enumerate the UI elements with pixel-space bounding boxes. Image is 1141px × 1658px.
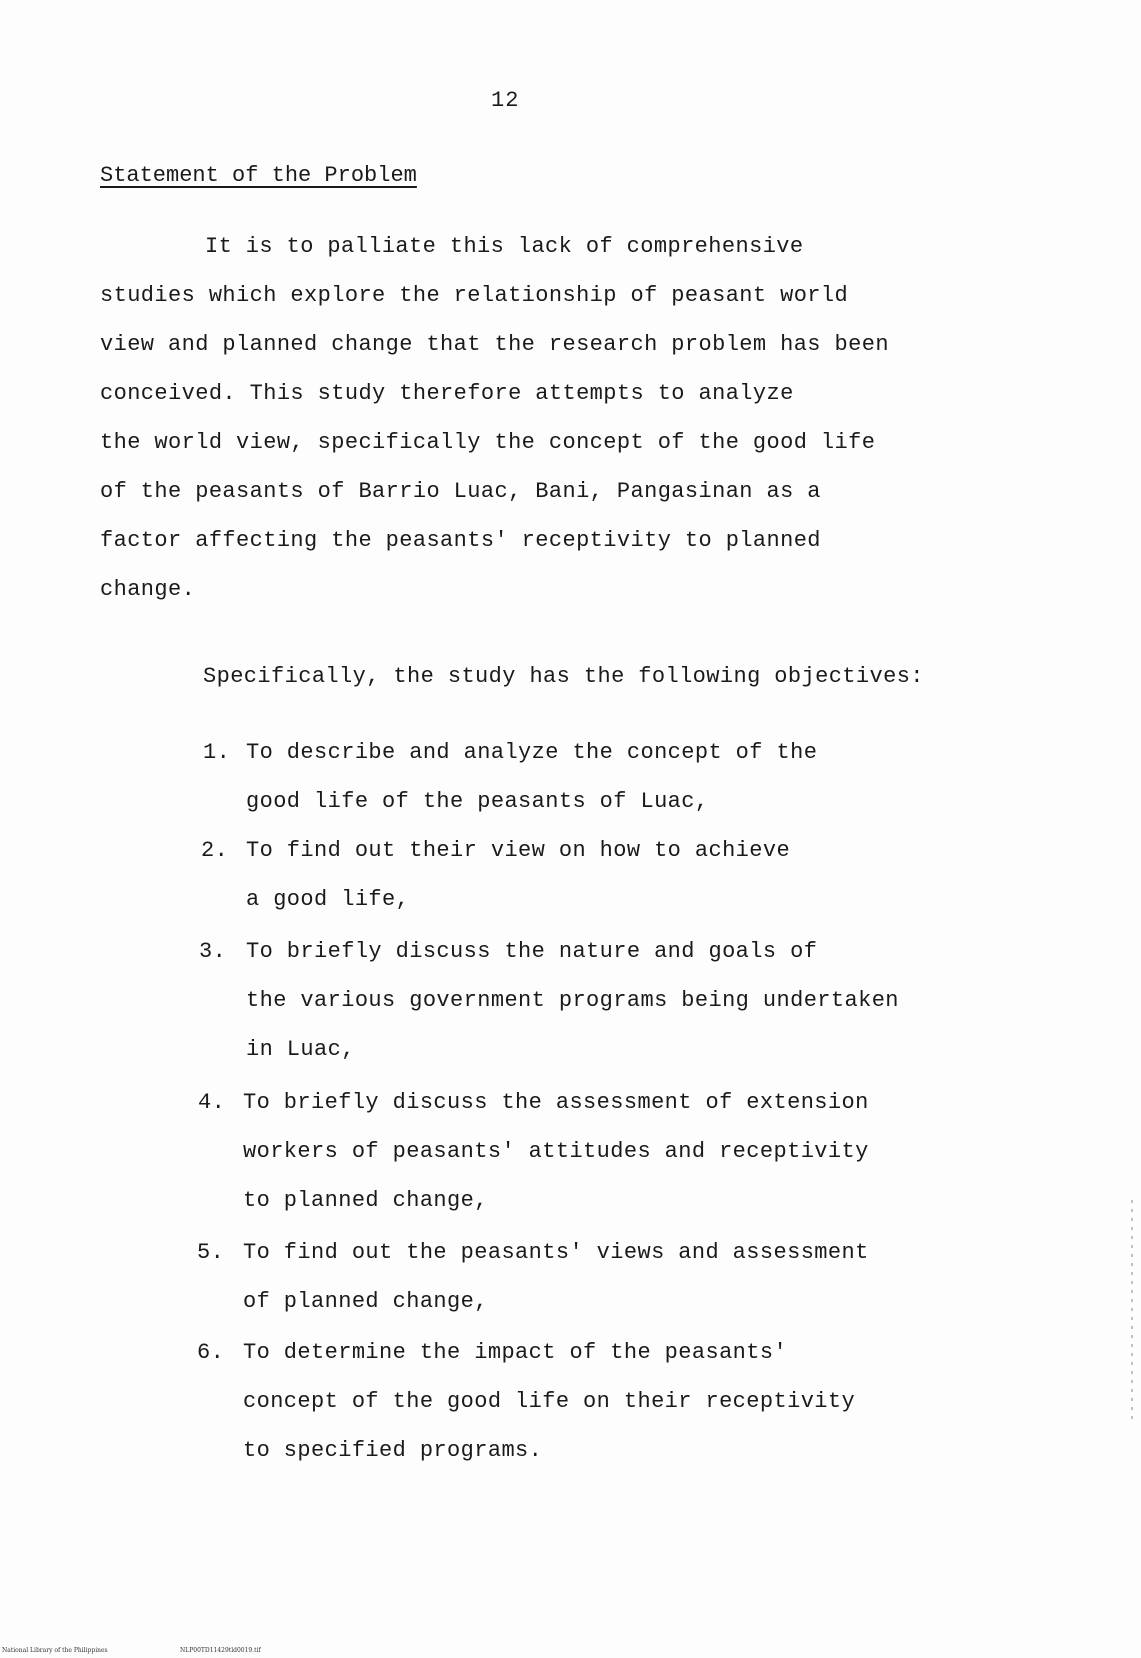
objective-number: 2.	[201, 838, 229, 863]
objective-line: To briefly discuss the nature and goals of	[246, 939, 818, 964]
objective-line: to specified programs.	[243, 1438, 543, 1463]
footer-source: National Library of the Philippines	[2, 1647, 108, 1654]
paragraph-line: It is to palliate this lack of comprehensive	[205, 234, 804, 259]
objective-number: 3.	[199, 939, 227, 964]
objectives-intro: Specifically, the study has the following objectives:	[203, 664, 924, 689]
page-number: 12	[491, 88, 520, 113]
paragraph-line: factor affecting the peasants' receptivity to planned	[100, 528, 821, 553]
section-heading: Statement of the Problem	[100, 163, 417, 188]
objective-line: To determine the impact of the peasants'	[243, 1340, 788, 1365]
objective-line: in Luac,	[246, 1037, 355, 1062]
paragraph-line: conceived. This study therefore attempts to analyze	[100, 381, 794, 406]
objective-line: the various government programs being undertaken	[246, 988, 899, 1013]
objective-line: good life of the peasants of Luac,	[246, 789, 709, 814]
paragraph-line: of the peasants of Barrio Luac, Bani, Pangasinan as a	[100, 479, 821, 504]
objective-line: of planned change,	[243, 1289, 488, 1314]
objective-line: workers of peasants' attitudes and receptivity	[243, 1139, 869, 1164]
paragraph-line: studies which explore the relationship of peasant world	[100, 283, 849, 308]
objective-line: To find out their view on how to achieve	[246, 838, 791, 863]
paragraph-line: change.	[100, 577, 196, 602]
objective-number: 5.	[197, 1240, 225, 1265]
footer-filename: NLP00TD11429tld0019.tif	[180, 1647, 261, 1654]
objective-line: to planned change,	[243, 1188, 488, 1213]
objective-number: 1.	[203, 740, 231, 765]
objective-line: concept of the good life on their receptivity	[243, 1389, 856, 1414]
objective-number: 4.	[198, 1090, 226, 1115]
paragraph-line: the world view, specifically the concept of the good life	[100, 430, 876, 455]
objective-line: a good life,	[246, 887, 410, 912]
paragraph-line: view and planned change that the research problem has been	[100, 332, 889, 357]
objective-line: To find out the peasants' views and assessment	[243, 1240, 869, 1265]
objective-line: To briefly discuss the assessment of extension	[243, 1090, 869, 1115]
objective-number: 6.	[197, 1340, 225, 1365]
scan-edge-artifact	[1131, 1200, 1133, 1420]
objective-line: To describe and analyze the concept of the	[246, 740, 818, 765]
